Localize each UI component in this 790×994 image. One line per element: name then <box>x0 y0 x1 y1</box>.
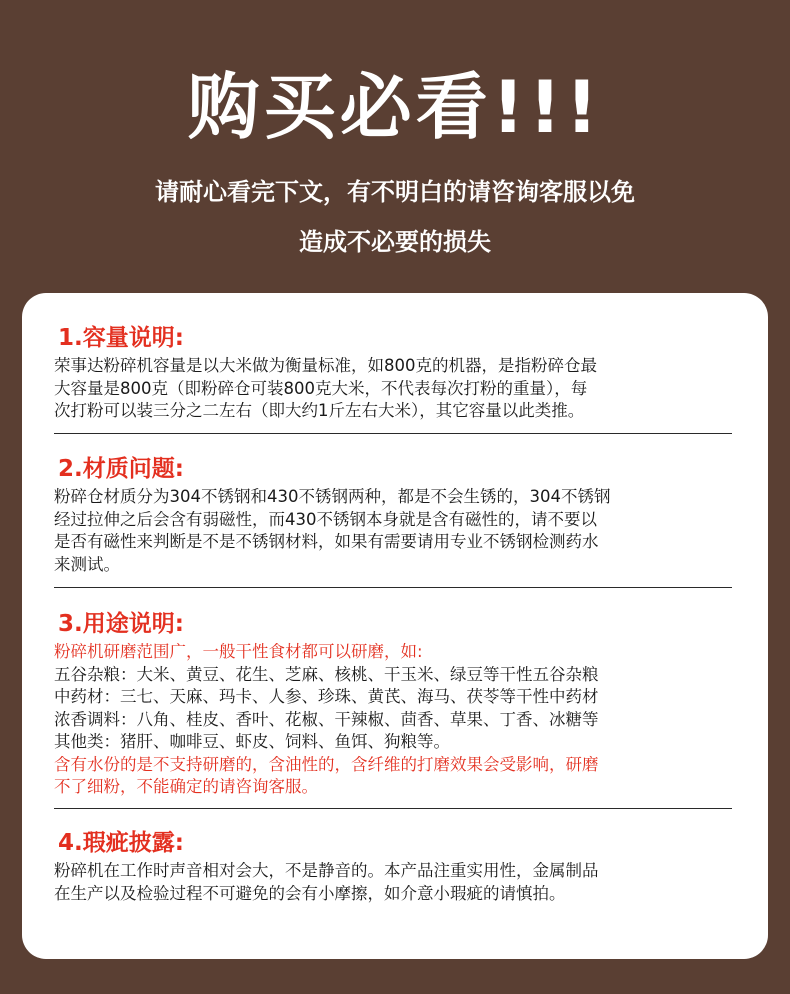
body-line: 次打粉可以装三分之二左右（即大约1斤左右大米），其它容量以此类推。 <box>54 401 585 420</box>
body-line: 在生产以及检验过程不可避免的会有小摩擦，如介意小瑕疵的请慎拍。 <box>54 883 566 903</box>
section-heading: 1.容量说明: <box>58 325 184 351</box>
body-line: 其他类：猪肝、咖啡豆、虾皮、饲料、鱼饵、狗粮等。 <box>54 732 450 751</box>
body-line: 大容量是800克（即粉碎仓可装800克大米，不代表每次打粉的重量），每 <box>54 378 588 398</box>
subtitle-line-1: 请耐心看完下文，有不明白的请咨询客服以免 <box>155 178 635 206</box>
body-line: 中药材：三七、天麻、玛卡、人参、珍珠、黄芪、海马、茯苓等干性中药材 <box>54 687 599 706</box>
body-line: 粉碎机在工作时声音相对会大，不是静音的。本产品注重实用性，金属制品 <box>54 861 599 880</box>
section-body <box>54 641 734 799</box>
section-heading: 4.瑕疵披露: <box>58 830 184 856</box>
body-line: 浓香调料：八角、桂皮、香叶、花椒、干辣椒、茴香、草果、丁香、冰糖等 <box>54 709 599 729</box>
body-line: 五谷杂粮：大米、黄豆、花生、芝麻、核桃、干玉米、绿豆等干性五谷杂粮 <box>54 664 599 684</box>
body-line: 荣事达粉碎机容量是以大米做为衡量标准，如800克的机器，是指粉碎仓最 <box>54 356 597 375</box>
subtitle-line-2: 造成不必要的损失 <box>299 228 491 256</box>
warning-line: 含有水份的是不支持研磨的，含油性的，含纤维的打磨效果会受影响，研磨 <box>54 754 599 774</box>
section-defects <box>54 828 734 905</box>
section-material <box>54 454 734 576</box>
notice-card <box>22 293 768 959</box>
page-title: 购买必看!!! <box>187 65 603 149</box>
section-divider <box>54 433 732 434</box>
section-body <box>54 860 734 905</box>
body-line: 来测试。 <box>54 554 120 574</box>
body-line: 是否有磁性来判断是不是不锈钢材料，如果有需要请用专业不锈钢检测药水 <box>54 532 599 551</box>
warning-line: 不了细粉，不能确定的请咨询客服。 <box>54 777 318 796</box>
section-usage <box>54 609 734 799</box>
section-capacity <box>54 323 734 423</box>
section-divider <box>54 587 732 588</box>
section-heading: 3.用途说明: <box>58 611 184 637</box>
body-line: 经过拉伸之后会含有弱磁性，而430不锈钢本身就是含有磁性的，请不要以 <box>54 509 597 529</box>
section-heading: 2.材质问题: <box>58 456 184 482</box>
section-body <box>54 355 734 423</box>
section-divider <box>54 808 732 809</box>
body-line: 粉碎仓材质分为304不锈钢和430不锈钢两种，都是不会生锈的，304不锈钢 <box>54 487 611 506</box>
section-body <box>54 486 734 576</box>
usage-intro: 粉碎机研磨范围广，一般干性食材都可以研磨，如: <box>54 642 423 661</box>
